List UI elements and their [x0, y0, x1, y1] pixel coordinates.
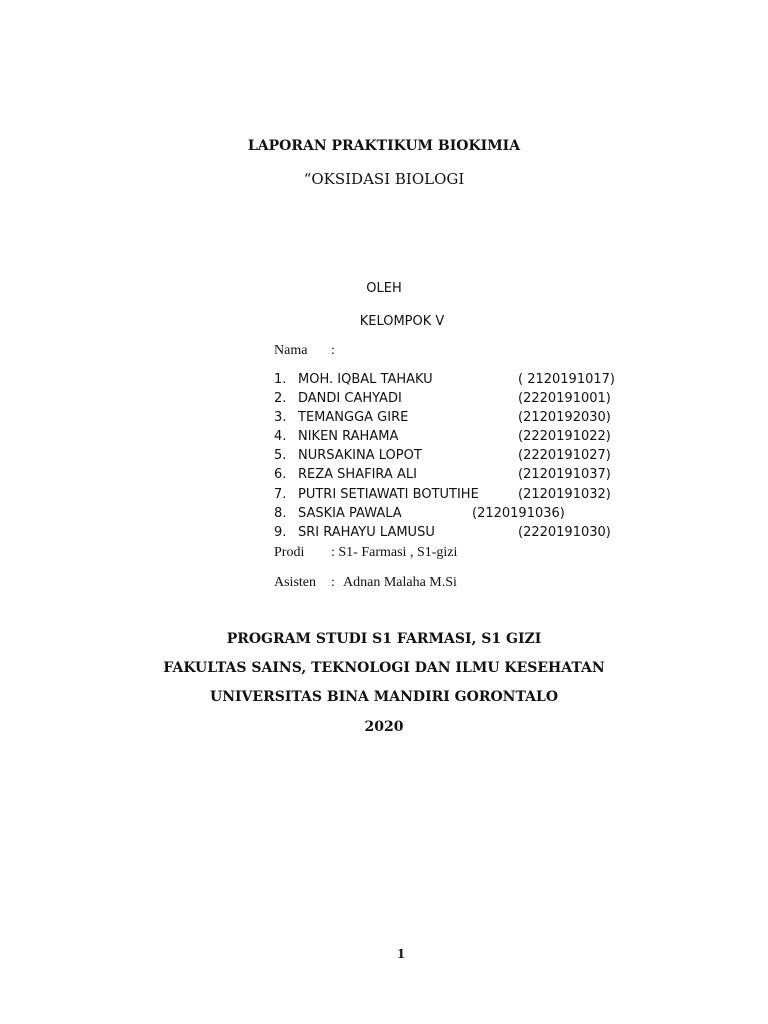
program-name: PROGRAM STUDI S1 FARMASI, S1 GIZI — [226, 631, 542, 647]
group-label: KELOMPOK V — [359, 314, 445, 329]
member-nim: (2120191032) — [518, 487, 611, 502]
asisten-value: Adnan Malaha M.Si — [343, 575, 457, 590]
member-number: 5. — [274, 448, 287, 463]
member-number: 2. — [274, 391, 287, 406]
prodi-label: Prodi — [274, 545, 305, 560]
names-label: Nama — [274, 343, 308, 358]
member-row — [274, 391, 614, 411]
member-row — [274, 448, 614, 468]
member-number: 9. — [274, 525, 287, 540]
member-nim: ( 2120191017) — [518, 372, 615, 387]
member-nim: (2120191036) — [472, 506, 565, 521]
member-name: SRI RAHAYU LAMUSU — [298, 525, 435, 540]
asisten-colon: : — [331, 575, 335, 590]
member-number: 8. — [274, 506, 287, 521]
member-number: 7. — [274, 487, 287, 502]
member-nim: (2220191022) — [518, 429, 611, 444]
member-number: 3. — [274, 410, 287, 425]
member-nim: (2220191030) — [518, 525, 611, 540]
member-name: MOH. IQBAL TAHAKU — [298, 372, 433, 387]
member-name: TEMANGGA GIRE — [298, 410, 409, 425]
asisten-label: Asisten — [274, 575, 316, 590]
prodi-value: : S1- Farmasi , S1-gizi — [331, 545, 458, 560]
member-row — [274, 429, 614, 449]
member-name: PUTRI SETIAWATI BOTUTIHE — [298, 487, 479, 502]
faculty-name: FAKULTAS SAINS, TEKNOLOGI DAN ILMU KESEHATAN — [163, 660, 605, 676]
member-row — [274, 506, 614, 526]
university-name: UNIVERSITAS BINA MANDIRI GORONTALO — [209, 689, 559, 705]
member-nim: (2220191001) — [518, 391, 611, 406]
member-row — [274, 372, 614, 392]
by-label: OLEH — [366, 281, 402, 296]
member-name: NIKEN RAHAMA — [298, 429, 399, 444]
member-row — [274, 487, 614, 507]
member-number: 4. — [274, 429, 287, 444]
member-nim: (2120192030) — [518, 410, 611, 425]
member-number: 6. — [274, 467, 287, 482]
member-nim: (2120191037) — [518, 467, 611, 482]
member-row — [274, 467, 614, 487]
member-row — [274, 410, 614, 430]
member-nim: (2220191027) — [518, 448, 611, 463]
member-name: SASKIA PAWALA — [298, 506, 402, 521]
report-title: LAPORAN PRAKTIKUM BIOKIMIA — [247, 138, 521, 154]
names-colon: : — [331, 343, 335, 358]
year: 2020 — [364, 719, 404, 735]
page-number: 1 — [396, 947, 406, 961]
member-row — [274, 525, 614, 545]
member-name: REZA SHAFIRA ALI — [298, 467, 417, 482]
member-name: DANDI CAHYADI — [298, 391, 402, 406]
report-subtitle: “OKSIDASI BIOLOGI — [303, 170, 465, 188]
member-name: NURSAKINA LOPOT — [298, 448, 422, 463]
member-number: 1. — [274, 372, 287, 387]
